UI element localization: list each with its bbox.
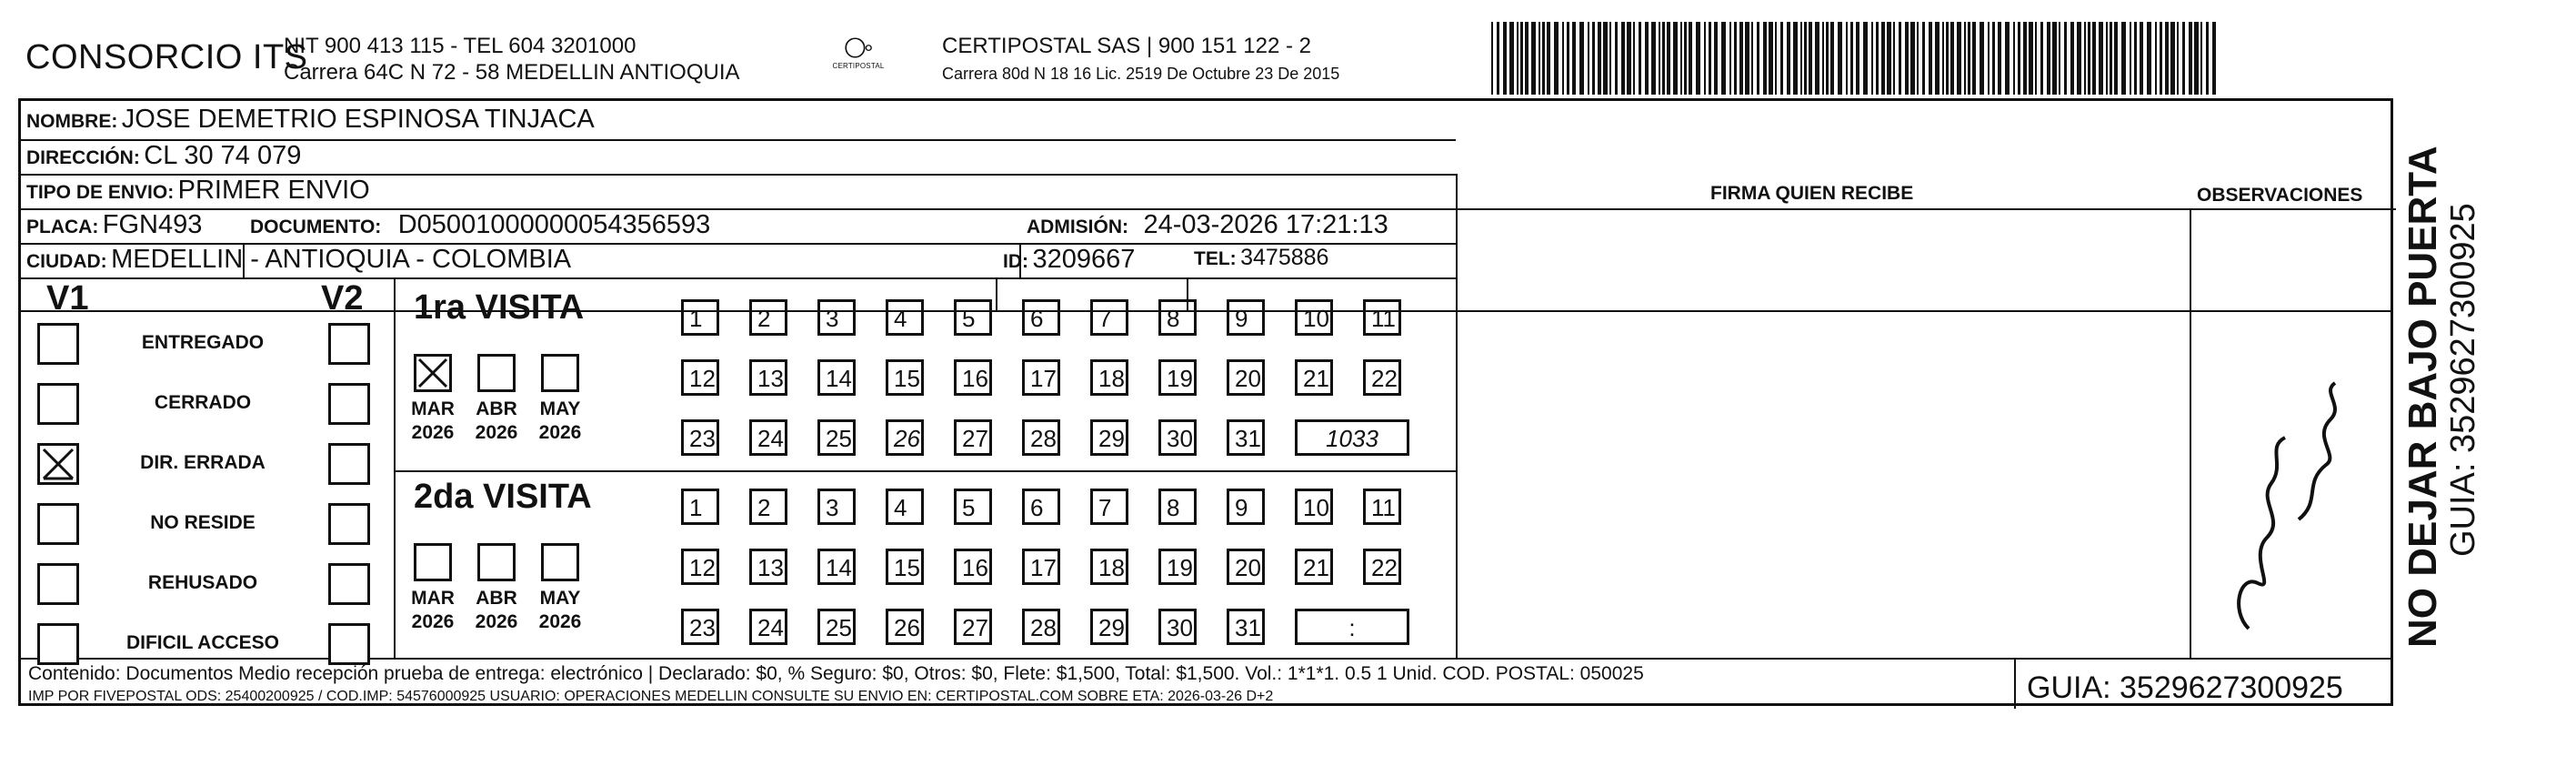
day-box[interactable]: 5 bbox=[954, 299, 992, 336]
barcode-bar bbox=[1714, 22, 1718, 95]
barcode-bar bbox=[1826, 22, 1829, 95]
barcode-bar bbox=[1950, 22, 1954, 95]
barcode-bar bbox=[2023, 22, 2027, 95]
barcode-bar bbox=[1992, 22, 1995, 95]
barcode-bar bbox=[2212, 22, 2216, 95]
barcode-bar bbox=[1822, 22, 1824, 95]
barcode-bar bbox=[2064, 22, 2067, 95]
barcode-bar bbox=[1592, 22, 1595, 95]
day-box[interactable]: 28 bbox=[1022, 419, 1060, 456]
barcode-bar bbox=[1910, 22, 1915, 95]
barcode-bar bbox=[1929, 22, 1932, 95]
barcode-bar bbox=[1680, 22, 1682, 95]
month-checkbox[interactable] bbox=[541, 354, 579, 392]
day-box[interactable]: 30 bbox=[1158, 419, 1197, 456]
barcode-bar bbox=[1704, 22, 1706, 95]
day-box[interactable]: 25 bbox=[817, 419, 856, 456]
barcode-bar bbox=[1787, 22, 1790, 95]
day-box[interactable]: 12 bbox=[681, 549, 719, 585]
placa-value: FGN493 bbox=[102, 210, 203, 239]
day-box[interactable]: 12 bbox=[681, 359, 719, 396]
day-box[interactable]: 15 bbox=[886, 549, 924, 585]
barcode-bar bbox=[1696, 22, 1700, 95]
barcode-bar bbox=[1509, 22, 1514, 95]
day-box[interactable]: 13 bbox=[749, 359, 787, 396]
barcode-bar bbox=[1633, 22, 1635, 95]
v2-checkbox[interactable] bbox=[328, 383, 370, 425]
barcode-bar bbox=[1567, 22, 1569, 95]
day-box[interactable]: 18 bbox=[1090, 359, 1128, 396]
barcode-bar bbox=[1745, 22, 1749, 95]
barcode-bar bbox=[1964, 22, 1966, 95]
barcode-bar bbox=[1721, 22, 1726, 95]
day-box[interactable]: 23 bbox=[681, 609, 719, 645]
barcode-bar bbox=[1935, 22, 1940, 95]
barcode-bar bbox=[1609, 22, 1611, 95]
barcode-bar bbox=[2070, 22, 2074, 95]
barcode-bar bbox=[1547, 22, 1550, 95]
v1-checkbox[interactable] bbox=[37, 623, 79, 665]
barcode-bar bbox=[1684, 22, 1687, 95]
v1-checkbox[interactable] bbox=[37, 443, 79, 485]
day-box[interactable]: 18 bbox=[1090, 549, 1128, 585]
barcode-bar bbox=[1763, 22, 1767, 95]
address-line: Carrera 64C N 72 - 58 MEDELLIN ANTIOQUIA bbox=[284, 60, 740, 85]
day-box[interactable]: 1 bbox=[681, 489, 719, 525]
barcode-bar bbox=[2189, 22, 2192, 95]
barcode-bar bbox=[1780, 22, 1783, 95]
barcode-bar bbox=[1659, 22, 1660, 95]
barcode-bar bbox=[2140, 22, 2143, 95]
day-box[interactable]: 10 bbox=[1295, 299, 1333, 336]
day-box[interactable]: 24 bbox=[749, 419, 787, 456]
barcode-bar bbox=[1673, 22, 1678, 95]
footer-line2: IMP POR FIVEPOSTAL ODS: 25400200925 / COD.IMP: 54576000925 USUARIO: OPERACIONES MEDELLIN CONSULTE SU ENVIO EN: CERTIPOSTAL.COM SOBRE ETA: 2026-03-26 D+2 bbox=[28, 689, 1274, 704]
day-box[interactable]: 17 bbox=[1022, 549, 1060, 585]
barcode-bar bbox=[2200, 22, 2202, 95]
barcode-bar bbox=[1988, 22, 1990, 95]
barcode-bar bbox=[2155, 22, 2157, 95]
barcode-bar bbox=[2005, 22, 2010, 95]
placa-label: PLACA: bbox=[26, 217, 99, 237]
status-label: ENTREGADO bbox=[141, 332, 265, 353]
barcode-bar bbox=[1539, 22, 1540, 95]
placa-row bbox=[26, 210, 202, 240]
barcode-bar bbox=[2084, 22, 2086, 95]
day-box[interactable]: 23 bbox=[681, 419, 719, 456]
day-box[interactable]: 3 bbox=[817, 299, 856, 336]
barcode-bar bbox=[1651, 22, 1656, 95]
day-box[interactable]: 2 bbox=[749, 489, 787, 525]
barcode-bar bbox=[2177, 22, 2179, 95]
barcode-bar bbox=[1729, 22, 1731, 95]
day-box[interactable]: 22 bbox=[1363, 359, 1401, 396]
day-box[interactable]: 10 bbox=[1295, 489, 1333, 525]
direccion-label: DIRECCIÓN: bbox=[26, 147, 140, 168]
certipostal-info bbox=[942, 33, 1339, 87]
barcode-bar bbox=[1520, 22, 1523, 95]
barcode-bar bbox=[1497, 22, 1499, 95]
second-visit-title: 2da VISITA bbox=[414, 478, 592, 516]
barcode-bar bbox=[1968, 22, 1970, 95]
day-box[interactable]: 31 bbox=[1227, 609, 1265, 645]
barcode-bar bbox=[1572, 22, 1576, 95]
barcode-bar bbox=[1998, 22, 2001, 95]
barcode-bar bbox=[2110, 22, 2112, 95]
barcode-bar bbox=[1621, 22, 1625, 95]
documento-label: DOCUMENTO: bbox=[250, 217, 382, 237]
day-box[interactable]: 11 bbox=[1363, 489, 1401, 525]
barcode-bar bbox=[1863, 22, 1868, 95]
barcode-bar bbox=[1579, 22, 1584, 95]
barcode-bar bbox=[1603, 22, 1608, 95]
barcode-bar bbox=[2088, 22, 2090, 95]
admision-value: 24-03-2026 17:21:13 bbox=[1143, 210, 1388, 239]
nit-line: NIT 900 413 115 - TEL 604 3201000 bbox=[284, 34, 636, 58]
day-box[interactable]: 11 bbox=[1363, 299, 1401, 336]
barcode-bar bbox=[1525, 22, 1529, 95]
barcode-bar bbox=[2194, 22, 2199, 95]
barcode bbox=[1491, 22, 2219, 95]
barcode-bar bbox=[1739, 22, 1743, 95]
day-box[interactable]: 4 bbox=[886, 489, 924, 525]
barcode-bar bbox=[1957, 22, 1961, 95]
day-box[interactable]: 26 bbox=[886, 609, 924, 645]
barcode-bar bbox=[1881, 22, 1885, 95]
month-label: MAY 2026 bbox=[538, 398, 582, 443]
status-label: NO RESIDE bbox=[150, 512, 256, 533]
certi-line: CERTIPOSTAL SAS | 900 151 122 - 2 bbox=[942, 34, 1311, 58]
admision-label: ADMISIÓN: bbox=[1027, 217, 1128, 237]
day-box[interactable]: 13 bbox=[749, 549, 787, 585]
barcode-bar bbox=[1517, 22, 1519, 95]
barcode-bar bbox=[1887, 22, 1891, 95]
barcode-bar bbox=[2029, 22, 2033, 95]
v2-header: V2 bbox=[321, 279, 364, 317]
day-box[interactable]: 28 bbox=[1022, 609, 1060, 645]
documento-row bbox=[250, 210, 710, 240]
barcode-bar bbox=[1815, 22, 1819, 95]
barcode-bar bbox=[1769, 22, 1773, 95]
barcode-bar bbox=[1942, 22, 1944, 95]
nombre-label: NOMBRE: bbox=[26, 111, 118, 132]
v1-checkbox[interactable] bbox=[37, 383, 79, 425]
day-box[interactable]: 20 bbox=[1227, 359, 1265, 396]
month-label: ABR 2026 bbox=[475, 398, 518, 443]
barcode-bar bbox=[1972, 22, 1976, 95]
barcode-bar bbox=[2121, 22, 2126, 95]
day-box[interactable]: 1 bbox=[681, 299, 719, 336]
barcode-bar bbox=[1893, 22, 1895, 95]
barcode-bar bbox=[1662, 22, 1665, 95]
month-label: ABR 2026 bbox=[475, 588, 518, 632]
day-box[interactable]: 7 bbox=[1090, 489, 1128, 525]
footer-line1: Contenido: Documentos Medio recepción prueba de entrega: electrónico | Declarado: $0, % Seguro: $0, Otros: $0, Flete: $1,500, Total: $1,500. Vol.: 1*1*1. 0.5 1 Unid. COD. POSTAL: 050025 bbox=[28, 663, 1644, 684]
time-box[interactable]: : bbox=[1295, 609, 1409, 645]
delivery-form bbox=[18, 98, 2393, 706]
month-checkbox[interactable] bbox=[477, 354, 516, 392]
day-box[interactable]: 31 bbox=[1227, 419, 1265, 456]
barcode-bar bbox=[2130, 22, 2131, 95]
logo-icon: ⧂ bbox=[843, 31, 873, 64]
barcode-bar bbox=[2099, 22, 2103, 95]
v2-checkbox[interactable] bbox=[328, 563, 370, 605]
day-box[interactable]: 29 bbox=[1090, 609, 1128, 645]
barcode-bar bbox=[2114, 22, 2118, 95]
ciudad-label: CIUDAD: bbox=[26, 251, 107, 272]
barcode-bar bbox=[2018, 22, 2020, 95]
status-label: DIR. ERRADA bbox=[140, 452, 266, 473]
barcode-bar bbox=[1876, 22, 1879, 95]
barcode-bar bbox=[1542, 22, 1545, 95]
day-box[interactable]: 14 bbox=[817, 549, 856, 585]
v2-checkbox[interactable] bbox=[328, 503, 370, 545]
barcode-bar bbox=[2182, 22, 2185, 95]
admision-row bbox=[1027, 210, 1388, 240]
barcode-bar bbox=[1598, 22, 1601, 95]
barcode-bar bbox=[1491, 22, 1493, 95]
barcode-bar bbox=[1946, 22, 1949, 95]
day-box[interactable]: 9 bbox=[1227, 489, 1265, 525]
handwritten-observation bbox=[2221, 356, 2349, 647]
barcode-bar bbox=[1751, 22, 1753, 95]
barcode-bar bbox=[1667, 22, 1670, 95]
barcode-bar bbox=[1793, 22, 1798, 95]
day-box[interactable]: 16 bbox=[954, 549, 992, 585]
certipostal-logo bbox=[826, 33, 891, 78]
barcode-bar bbox=[1830, 22, 1834, 95]
day-box[interactable]: 2 bbox=[749, 299, 787, 336]
direccion-row bbox=[26, 141, 301, 171]
barcode-bar bbox=[1531, 22, 1536, 95]
logo-word: CERTIPOSTAL bbox=[832, 62, 885, 70]
month-label: MAR 2026 bbox=[411, 398, 455, 443]
month-label: MAY 2026 bbox=[538, 588, 582, 632]
barcode-bar bbox=[2040, 22, 2043, 95]
barcode-bar bbox=[2147, 22, 2151, 95]
documento-value: D05001000000054356593 bbox=[397, 210, 711, 239]
barcode-bar bbox=[1850, 22, 1853, 95]
day-box[interactable]: 26 bbox=[886, 419, 924, 456]
status-label: REHUSADO bbox=[147, 572, 258, 593]
barcode-bar bbox=[1562, 22, 1564, 95]
day-box[interactable]: 19 bbox=[1158, 549, 1197, 585]
tel-value: 3475886 bbox=[1240, 245, 1329, 270]
side-warning: NO DEJAR BAJO PUERTA bbox=[2401, 146, 2445, 648]
day-box[interactable]: 5 bbox=[954, 489, 992, 525]
barcode-bar bbox=[1846, 22, 1848, 95]
v1-checkbox[interactable] bbox=[37, 503, 79, 545]
barcode-bar bbox=[1804, 22, 1807, 95]
v2-checkbox[interactable] bbox=[328, 623, 370, 665]
barcode-bar bbox=[1905, 22, 1909, 95]
tipo-value: PRIMER ENVIO bbox=[177, 176, 370, 205]
barcode-bar bbox=[1757, 22, 1759, 95]
barcode-bar bbox=[1838, 22, 1842, 95]
barcode-bar bbox=[1917, 22, 1919, 95]
day-box[interactable]: 30 bbox=[1158, 609, 1197, 645]
barcode-bar bbox=[1645, 22, 1649, 95]
barcode-bar bbox=[2170, 22, 2175, 95]
day-box[interactable]: 7 bbox=[1090, 299, 1128, 336]
barcode-bar bbox=[2106, 22, 2108, 95]
barcode-bar bbox=[2165, 22, 2169, 95]
ciudad-row bbox=[26, 245, 571, 275]
barcode-bar bbox=[1503, 22, 1507, 95]
day-box[interactable]: 20 bbox=[1227, 549, 1265, 585]
company-info bbox=[284, 33, 740, 86]
id-label: ID: bbox=[1003, 251, 1028, 272]
month-checkbox[interactable] bbox=[414, 354, 452, 392]
barcode-bar bbox=[2059, 22, 2060, 95]
barcode-bar bbox=[2160, 22, 2162, 95]
barcode-bar bbox=[1922, 22, 1925, 95]
day-box[interactable]: 21 bbox=[1295, 359, 1333, 396]
day-box[interactable]: 16 bbox=[954, 359, 992, 396]
status-label: DIFICIL ACCESO bbox=[125, 632, 279, 653]
id-value: 3209667 bbox=[1032, 245, 1136, 274]
day-box[interactable]: 27 bbox=[954, 609, 992, 645]
barcode-bar bbox=[2047, 22, 2050, 95]
barcode-bar bbox=[2077, 22, 2081, 95]
first-visit-title: 1ra VISITA bbox=[414, 288, 585, 327]
barcode-bar bbox=[2035, 22, 2037, 95]
status-label: CERRADO bbox=[154, 392, 252, 413]
barcode-bar bbox=[1689, 22, 1692, 95]
v1-header: V1 bbox=[46, 279, 89, 317]
nombre-row bbox=[26, 105, 595, 135]
barcode-bar bbox=[1734, 22, 1737, 95]
company-name: CONSORCIO ITS bbox=[25, 38, 308, 76]
tipo-label: TIPO DE ENVIO: bbox=[26, 182, 175, 203]
day-box[interactable]: 6 bbox=[1022, 299, 1060, 336]
day-box[interactable]: 22 bbox=[1363, 549, 1401, 585]
nombre-value: JOSE DEMETRIO ESPINOSA TINJACA bbox=[121, 105, 595, 134]
v2-checkbox[interactable] bbox=[328, 323, 370, 365]
month-checkbox[interactable] bbox=[477, 543, 516, 581]
barcode-bar bbox=[2013, 22, 2015, 95]
day-box[interactable]: 24 bbox=[749, 609, 787, 645]
day-box[interactable]: 9 bbox=[1227, 299, 1265, 336]
barcode-bar bbox=[1775, 22, 1777, 95]
tel-row bbox=[1194, 245, 1328, 271]
observaciones-label: OBSERVACIONES bbox=[2197, 185, 2363, 206]
side-guia: GUIA: 3529627300925 bbox=[2444, 203, 2482, 557]
barcode-bar bbox=[1800, 22, 1802, 95]
barcode-bar bbox=[2206, 22, 2209, 95]
day-box[interactable]: 4 bbox=[886, 299, 924, 336]
day-box[interactable]: 25 bbox=[817, 609, 856, 645]
tel-label: TEL: bbox=[1194, 248, 1237, 269]
barcode-bar bbox=[1899, 22, 1901, 95]
day-box[interactable]: 8 bbox=[1158, 299, 1197, 336]
day-box[interactable]: 17 bbox=[1022, 359, 1060, 396]
v2-checkbox[interactable] bbox=[328, 443, 370, 485]
tipo-row bbox=[26, 176, 370, 206]
barcode-bar bbox=[1856, 22, 1859, 95]
footer-content bbox=[28, 663, 1644, 705]
day-box[interactable]: 14 bbox=[817, 359, 856, 396]
month-label: MAR 2026 bbox=[411, 588, 455, 632]
footer-guia: GUIA: 3529627300925 bbox=[2027, 670, 2343, 705]
day-box[interactable]: 15 bbox=[886, 359, 924, 396]
day-box[interactable]: 8 bbox=[1158, 489, 1197, 525]
month-checkbox[interactable] bbox=[414, 543, 452, 581]
barcode-bar bbox=[1980, 22, 1984, 95]
barcode-bar bbox=[1627, 22, 1631, 95]
day-box[interactable]: 19 bbox=[1158, 359, 1197, 396]
time-box[interactable]: 1033 bbox=[1295, 419, 1409, 456]
v1-checkbox[interactable] bbox=[37, 563, 79, 605]
barcode-bar bbox=[1809, 22, 1812, 95]
day-box[interactable]: 27 bbox=[954, 419, 992, 456]
barcode-bar bbox=[1639, 22, 1641, 95]
day-box[interactable]: 6 bbox=[1022, 489, 1060, 525]
day-box[interactable]: 29 bbox=[1090, 419, 1128, 456]
barcode-bar bbox=[1588, 22, 1589, 95]
barcode-bar bbox=[1615, 22, 1618, 95]
ciudad-value: MEDELLIN - ANTIOQUIA - COLOMBIA bbox=[111, 245, 572, 274]
barcode-bar bbox=[2052, 22, 2057, 95]
barcode-bar bbox=[1709, 22, 1711, 95]
month-checkbox[interactable] bbox=[541, 543, 579, 581]
barcode-bar bbox=[1554, 22, 1559, 95]
day-box[interactable]: 21 bbox=[1295, 549, 1333, 585]
day-box[interactable]: 3 bbox=[817, 489, 856, 525]
direccion-value: CL 30 74 079 bbox=[144, 141, 302, 170]
certi-address: Carrera 80d N 18 16 Lic. 2519 De Octubre 23 De 2015 bbox=[942, 65, 1340, 83]
firma-label: FIRMA QUIEN RECIBE bbox=[1710, 183, 1914, 204]
v1-checkbox[interactable] bbox=[37, 323, 79, 365]
barcode-bar bbox=[2134, 22, 2137, 95]
barcode-bar bbox=[2092, 22, 2096, 95]
barcode-bar bbox=[1871, 22, 1873, 95]
id-row bbox=[1003, 245, 1135, 275]
